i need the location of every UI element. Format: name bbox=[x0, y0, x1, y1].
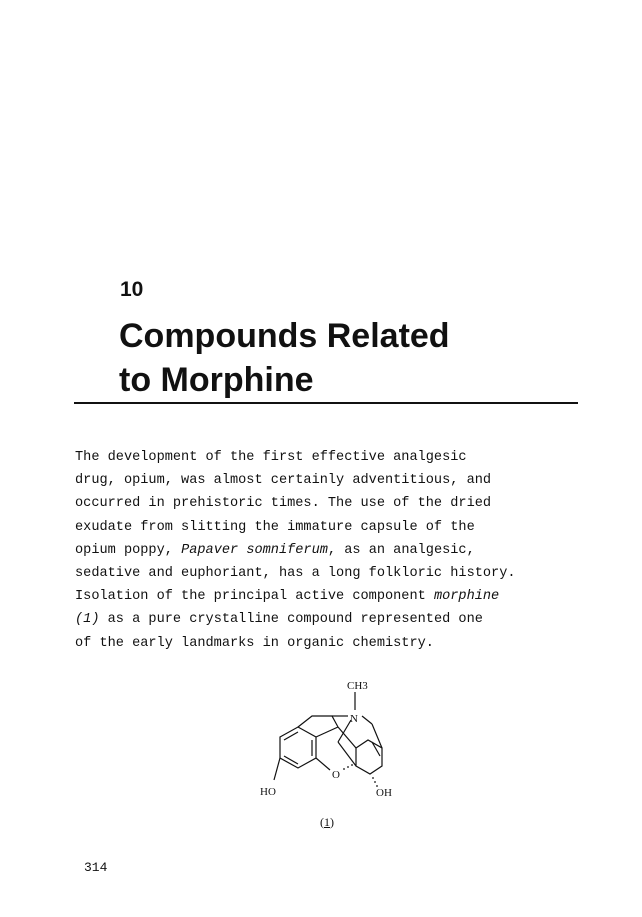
compound-name: morphine bbox=[433, 589, 500, 605]
chapter-title-line-1: Compounds Related bbox=[119, 317, 450, 355]
page-number: 314 bbox=[84, 860, 108, 875]
text-run: as a pure crystalline compound represented one bbox=[99, 612, 483, 628]
text-run: , as an analgesic, bbox=[327, 542, 475, 558]
paragraph-line bbox=[75, 585, 595, 608]
methyl-label: CH3 bbox=[347, 680, 368, 692]
species-name: Papaver somniferum bbox=[181, 542, 328, 558]
compound-number: 1 bbox=[324, 815, 330, 829]
chapter-title bbox=[119, 314, 450, 402]
morphine-structure-diagram bbox=[240, 670, 420, 810]
paragraph-line bbox=[75, 608, 595, 631]
text-run: opium poppy, bbox=[75, 542, 182, 558]
compound-reference: (1) bbox=[75, 612, 100, 628]
paren-close: ) bbox=[330, 815, 334, 829]
paragraph-line: drug, opium, was almost certainly adventitious, and bbox=[75, 473, 492, 489]
paren-open: ( bbox=[320, 815, 324, 829]
paragraph-line: exudate from slitting the immature capsule of the bbox=[75, 519, 475, 535]
paragraph-line: of the early landmarks in organic chemistry. bbox=[75, 635, 434, 651]
compound-number-label bbox=[320, 815, 334, 830]
text-run: Isolation of the principal active component bbox=[75, 589, 434, 605]
paragraph-line: occurred in prehistoric times. The use of the dried bbox=[75, 496, 492, 512]
stereo-dots bbox=[343, 764, 378, 787]
hydroxyl-left-label: HO bbox=[260, 786, 276, 798]
oxygen-label: O bbox=[332, 769, 340, 781]
nitrogen-label: N bbox=[350, 713, 358, 725]
intro-paragraph bbox=[75, 446, 595, 655]
paragraph-line: The development of the first effective analgesic bbox=[75, 450, 467, 465]
structure-bonds bbox=[274, 692, 382, 780]
title-rule bbox=[74, 402, 578, 404]
hydroxyl-right-label: OH bbox=[376, 787, 392, 799]
paragraph-line bbox=[75, 539, 595, 562]
chapter-title-line-2: to Morphine bbox=[119, 361, 314, 399]
paragraph-line: sedative and euphoriant, has a long folkloric history. bbox=[75, 566, 516, 582]
chapter-number: 10 bbox=[120, 278, 144, 301]
